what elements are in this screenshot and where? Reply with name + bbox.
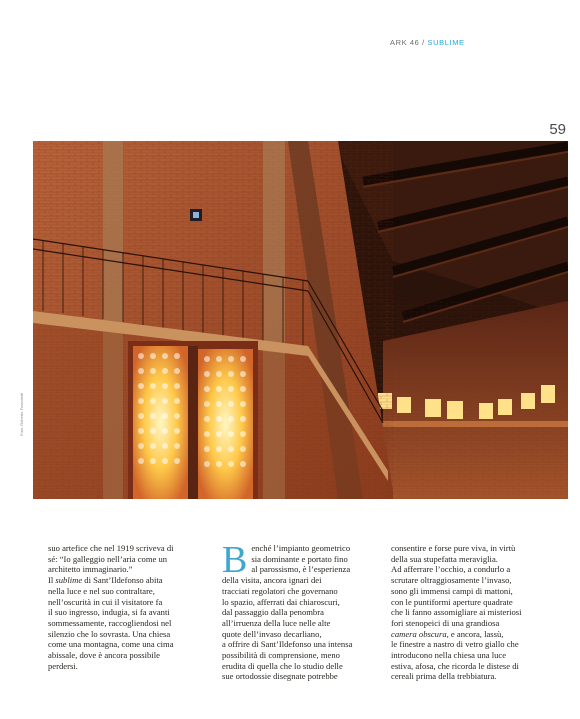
header-separator: /	[419, 38, 428, 47]
text-line: silenzio che lo sovrasta. Una chiesa	[48, 628, 171, 639]
text-line: architetto immaginario.”	[48, 564, 133, 575]
text-line: a offrire di Sant’Ildefonso una intensa	[222, 639, 353, 650]
text-column-2	[222, 539, 386, 682]
text-line: introducono nella chiesa una luce	[391, 650, 507, 661]
text-line: sono gli immensi campi di mattoni,	[391, 585, 513, 596]
running-head	[390, 38, 465, 47]
text-line: cereali prima della trebbiatura.	[391, 671, 497, 682]
emphasis-text: camera obscura	[391, 628, 447, 639]
text-line: sia dominante e portato fino	[251, 553, 348, 564]
text-line: tracciati regolatori che governano	[222, 585, 338, 596]
text-line: erudita di quella che lo studio delle	[222, 660, 343, 671]
text-line: perdersi.	[48, 660, 78, 671]
text-line: il suo ingresso, indugia, si fa avanti	[48, 607, 170, 618]
emphasis-text: sublime	[55, 575, 83, 586]
text-line: scrutare oltraggiosamente l’invaso,	[391, 575, 512, 586]
text-line: della sua stupefatta meraviglia.	[391, 553, 498, 564]
text-fragment: di Sant’Ildefonso abita	[82, 575, 163, 586]
text-line: fori stenopeici di una grandiosa	[391, 617, 500, 628]
text-line: della visita, ancora ignari dei	[222, 575, 322, 586]
text-line	[48, 575, 210, 586]
text-line: dal passaggio dalla penombra	[222, 607, 324, 618]
text-fragment: Il	[48, 575, 56, 586]
text-line: come una montagna, come una cima	[48, 639, 174, 650]
issue-label: ARK 46	[390, 38, 420, 47]
text-line: enché l’impianto geometrico	[251, 543, 351, 553]
text-column-1	[48, 543, 210, 671]
text-line: lo spazio, afferrati dai chiaroscuri,	[222, 596, 340, 607]
photo-credit: Foto: Roberto Fraschetti	[19, 392, 24, 436]
page-number: 59	[549, 121, 566, 138]
text-column-3	[391, 543, 553, 682]
paragraph-quote	[48, 543, 210, 575]
text-line: nella luce e nel suo contraltare,	[48, 585, 155, 596]
section-label: SUBLIME	[427, 38, 465, 47]
text-line: quote dell’invaso decarliano,	[222, 628, 322, 639]
text-line: sé: “Io galleggio nell’aria come un	[48, 553, 168, 564]
text-line: all’irruenza della luce nelle alte	[222, 617, 331, 628]
text-line: le finestre a nastro di vetro giallo che	[391, 639, 519, 650]
church-interior-photo	[33, 141, 568, 499]
text-line: che li fanno assomigliare ai misteriosi	[391, 607, 522, 618]
text-fragment: , e ancora, lassù,	[446, 628, 504, 639]
text-line: suo artefice che nel 1919 scriveva di	[48, 543, 174, 553]
text-line: nell’oscurità in cui il visitatore fa	[48, 596, 163, 607]
text-line: con le puntiformi aperture quadrate	[391, 596, 513, 607]
text-line	[391, 629, 553, 640]
text-line: estiva, afosa, che ricorda le distese di	[391, 660, 519, 671]
text-line: abissale, dove è ancora possibile	[48, 650, 160, 661]
stained-glass-window	[128, 341, 258, 499]
text-line: al parossismo, è l’esperienza	[251, 564, 351, 575]
paragraph-benche	[222, 539, 386, 682]
text-line: possibilità di comprensione, meno	[222, 650, 340, 661]
drop-cap: B	[222, 539, 248, 581]
text-line: consentire e forse pure viva, in virtù	[391, 543, 516, 553]
text-line: sue ortodossie disegnate potrebbe	[222, 671, 338, 682]
text-line: Ad afferrare l’occhio, a condurlo a	[391, 564, 511, 575]
text-line: sommessamente, raccogliendosi nel	[48, 617, 172, 628]
paragraph-continuation	[391, 543, 553, 682]
paragraph-sublime	[48, 575, 210, 671]
church-interior-illustration	[33, 141, 568, 499]
